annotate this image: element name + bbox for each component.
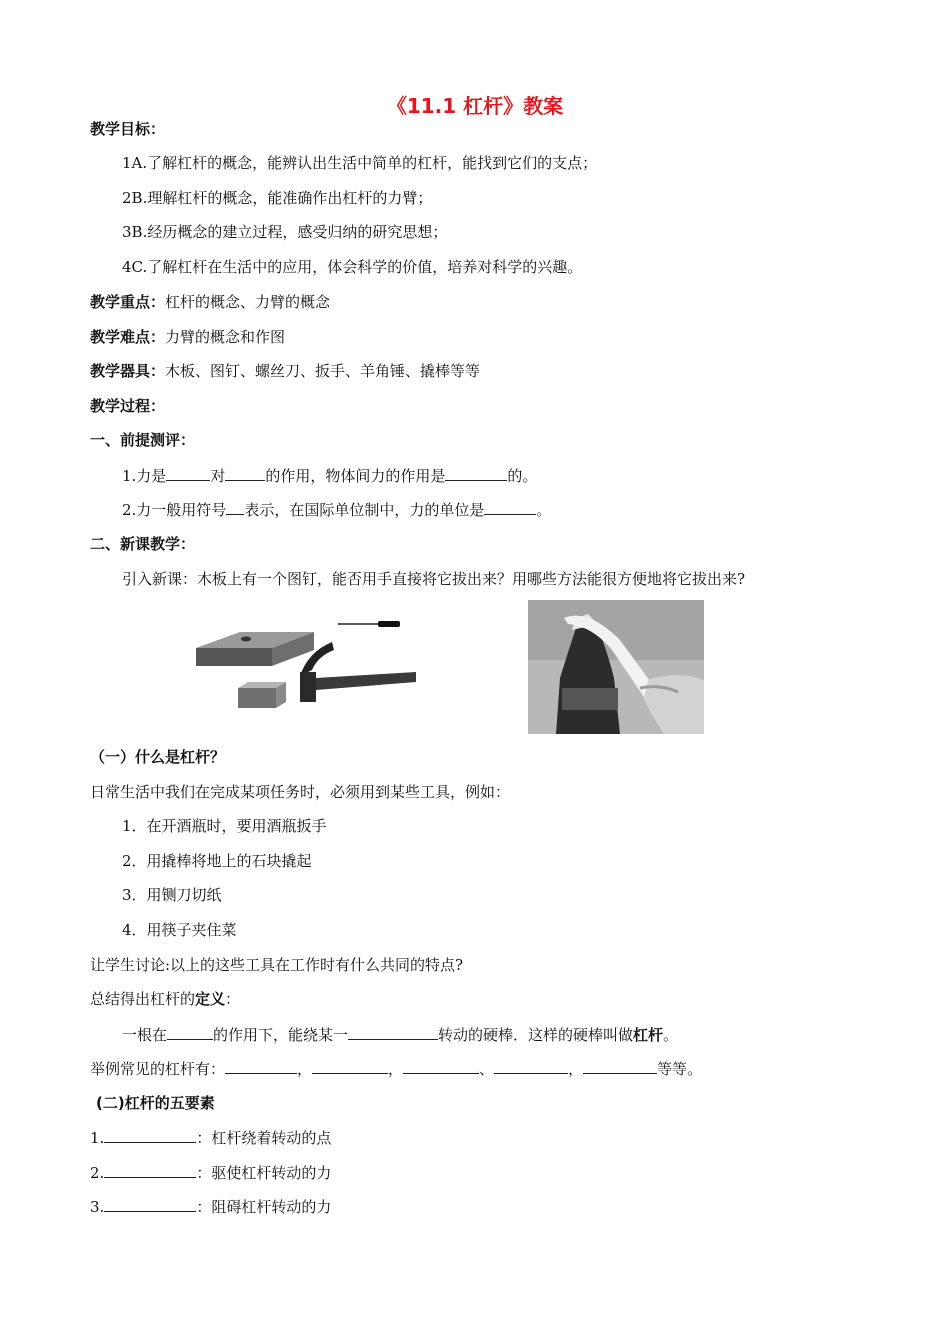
definition-label: 定义 — [195, 990, 226, 1008]
bottle-opening-photo — [528, 600, 704, 734]
list-item: 4．用筷子夹住菜 — [122, 921, 237, 939]
objective-item: 1A.了解杠杆的概念，能辨认出生活中简单的杠杆，能找到它们的支点； — [122, 154, 598, 172]
element-text: ：杠杆绕着转动的点 — [196, 1129, 332, 1147]
hammer-handle — [316, 672, 416, 690]
objectives-heading: 教学目标： — [90, 120, 166, 138]
element-item — [90, 1161, 331, 1184]
part1-lead: 日常生活中我们在完成某项任务时，必须用到某些工具，例如： — [90, 783, 511, 801]
def-text-e: 。 — [663, 1026, 679, 1044]
separator: 、 — [479, 1060, 495, 1078]
examples-label: 举例常见的杠杆有： — [90, 1060, 226, 1078]
discussion-text: 让学生讨论:以上的这些工具在工作时有什么共同的特点? — [90, 956, 464, 974]
blank-field — [494, 1057, 568, 1074]
blank-field — [167, 1023, 213, 1040]
blank-field — [583, 1057, 657, 1074]
blank-field — [225, 464, 265, 481]
difficulty-text: 力臂的概念和作图 — [165, 328, 286, 346]
def-text-c: 转动的硬棒．这样的硬棒叫做 — [438, 1026, 634, 1044]
hammer-icon — [300, 672, 316, 702]
element-item — [90, 1195, 331, 1218]
list-item: 3．用铡刀切纸 — [122, 886, 222, 904]
document-title: 《11.1 杠杆》教案 — [386, 94, 564, 118]
equipment-label: 教学器具： — [90, 362, 166, 380]
key-point-text: 杠杆的概念、力臂的概念 — [165, 293, 331, 311]
part1-heading: （一）什么是杠杆？ — [90, 748, 226, 766]
examples-line — [90, 1057, 702, 1080]
wood-block — [238, 688, 276, 708]
element-text: ：驱使杠杆转动的力 — [196, 1164, 332, 1182]
intro-text: 引入新课：木板上有一个图钉，能否用手直接将它拔出来？用哪些方法能很方便地将它拔出来? — [122, 570, 746, 588]
blank-field — [226, 498, 244, 515]
tools-illustration — [190, 612, 420, 714]
blank-field — [484, 498, 536, 515]
q1-text-a: 1.力是 — [122, 467, 167, 485]
separator: ， — [568, 1060, 584, 1078]
blank-field — [445, 464, 507, 481]
def-text-a: 一根在 — [122, 1026, 168, 1044]
blank-field — [166, 464, 210, 481]
section2-heading: 二、新课教学： — [90, 535, 196, 553]
q1-text-c: 的作用，物体间力的作用是 — [265, 467, 446, 485]
difficulty-label: 教学难点： — [90, 328, 166, 346]
equipment-text: 木板、图钉、螺丝刀、扳手、羊角锤、撬棒等等 — [165, 362, 481, 380]
blank-field — [403, 1057, 479, 1074]
board-front — [196, 648, 272, 666]
element-number: 3. — [90, 1198, 105, 1216]
process-heading: 教学过程： — [90, 397, 166, 415]
key-point-line — [90, 291, 330, 313]
q2-text-b: 表示，在国际单位制中，力的单位是 — [244, 501, 485, 519]
examples-end: 等等。 — [657, 1060, 703, 1078]
separator: ， — [297, 1060, 313, 1078]
element-item — [90, 1126, 331, 1149]
q1-text-d: 的。 — [507, 467, 538, 485]
objective-item: 4C.了解杠杆在生活中的应用，体会科学的价值，培养对科学的兴趣。 — [122, 258, 583, 276]
part2-heading: (二)杠杆的五要素 — [96, 1094, 215, 1112]
blank-field — [104, 1126, 196, 1143]
blank-field — [225, 1057, 297, 1074]
thumbtack-icon — [241, 637, 251, 642]
blank-field — [104, 1195, 196, 1212]
quiz-question-2 — [122, 498, 551, 521]
list-item: 2．用撬棒将地上的石块撬起 — [122, 852, 312, 870]
objective-item: 2B.理解杠杆的概念，能准确作出杠杆的力臂； — [122, 189, 433, 207]
summary-text: 总结得出杠杆的 — [90, 990, 196, 1008]
blank-field — [348, 1023, 438, 1040]
q1-text-b: 对 — [210, 467, 226, 485]
summary-colon: ： — [225, 990, 241, 1008]
q2-text-c: 。 — [536, 501, 552, 519]
objective-item: 3B.经历概念的建立过程，感受归纳的研究思想； — [122, 223, 448, 241]
summary-line — [90, 988, 240, 1010]
difficulty-line — [90, 326, 285, 348]
q2-text-a: 2.力一般用符号 — [122, 501, 227, 519]
def-text-b: 的作用下，能绕某一 — [213, 1026, 349, 1044]
key-point-label: 教学重点： — [90, 293, 166, 311]
quiz-question-1 — [122, 464, 537, 487]
separator: ， — [388, 1060, 404, 1078]
blank-field — [312, 1057, 388, 1074]
list-item: 1．在开酒瓶时，要用酒瓶扳手 — [122, 817, 327, 835]
def-term: 杠杆 — [633, 1026, 664, 1044]
equipment-line — [90, 360, 480, 382]
element-number: 2. — [90, 1164, 105, 1182]
screwdriver-icon — [378, 621, 400, 627]
definition-line — [122, 1023, 678, 1046]
element-number: 1. — [90, 1129, 105, 1147]
blank-field — [104, 1161, 196, 1178]
element-text: ：阻碍杠杆转动的力 — [196, 1198, 332, 1216]
section1-heading: 一、前提测评： — [90, 431, 196, 449]
